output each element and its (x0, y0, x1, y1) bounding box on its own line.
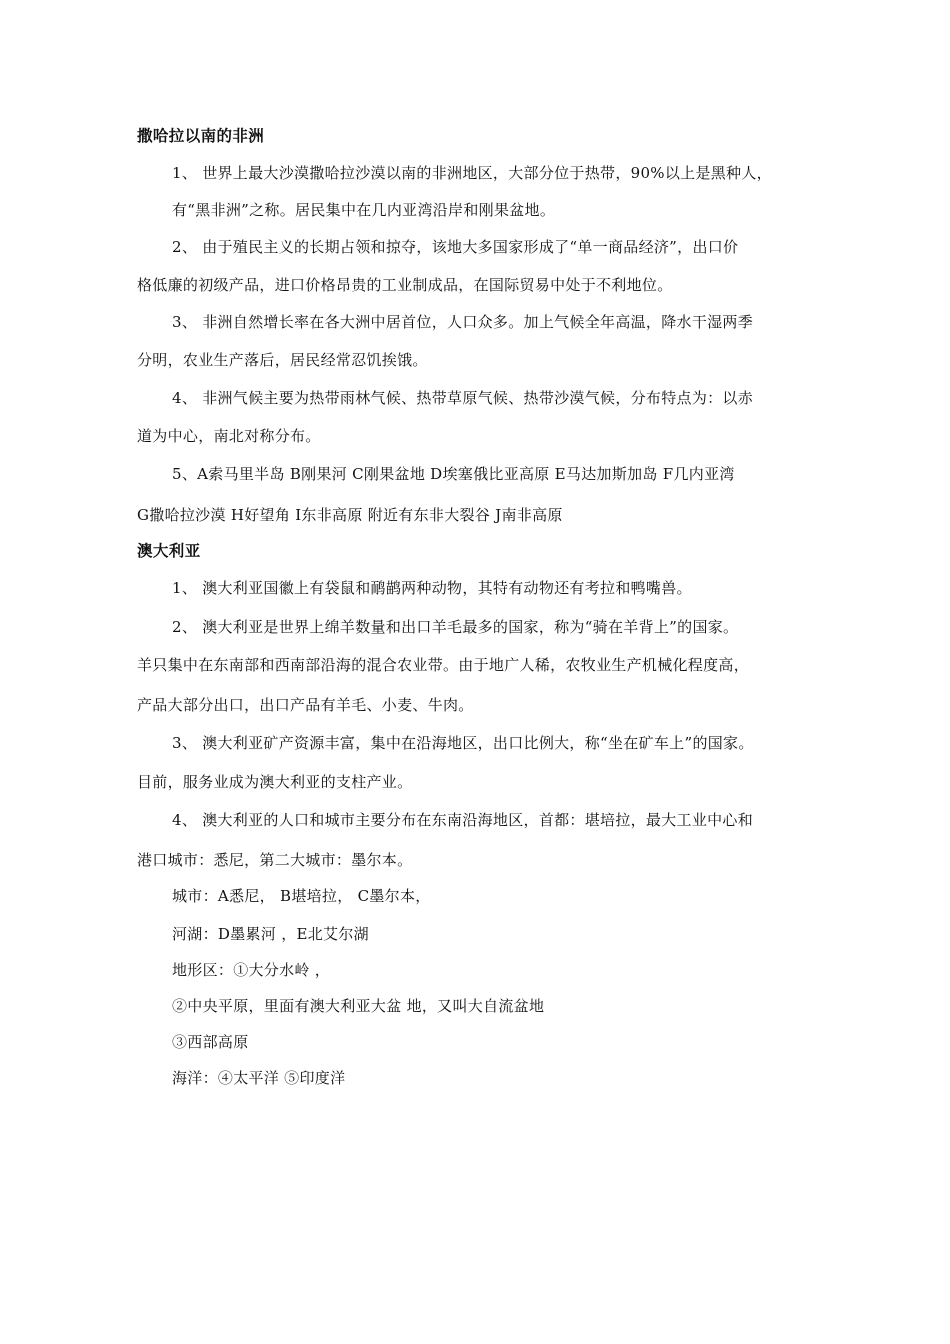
africa-line-5: 3、 非洲自然增长率在各大洲中居首位，人口众多。加上气候全年高温，降水干湿两季 (172, 313, 754, 331)
africa-line-8: 道为中心，南北对称分布。 (137, 427, 321, 445)
australia-list-landform-2: ②中央平原，里面有澳大利亚大盆 地，又叫大自流盆地 (172, 997, 545, 1015)
australia-list-landforms: 地形区：①大分水岭 ， (172, 961, 331, 979)
australia-line-7: 4、 澳大利亚的人口和城市主要分布在东南沿海地区，首都：堪培拉，最大工业中心和 (172, 811, 754, 829)
australia-line-5: 3、 澳大利亚矿产资源丰富，集中在沿海地区，出口比例大，称“坐在矿车上”的国家。 (172, 734, 754, 752)
africa-line-3: 2、 由于殖民主义的长期占领和掠夺，该地大多国家形成了“单一商品经济”，出口价 (172, 238, 739, 256)
australia-line-1: 1、 澳大利亚国徽上有袋鼠和鸸鹋两种动物，其特有动物还有考拉和鸭嘴兽。 (172, 579, 692, 597)
australia-list-landform-3: ③西部高原 (172, 1033, 249, 1051)
africa-line-4: 格低廉的初级产品，进口价格昂贵的工业制成品，在国际贸易中处于不利地位。 (137, 276, 673, 294)
africa-line-2: 有“黑非洲”之称。居民集中在几内亚湾沿岸和刚果盆地。 (172, 201, 556, 219)
australia-line-3: 羊只集中在东南部和西南部沿海的混合农业带。由于地广人稀，农牧业生产机械化程度高， (137, 656, 750, 674)
australia-line-2: 2、 澳大利亚是世界上绵羊数量和出口羊毛最多的国家，称为“骑在羊背上”的国家。 (172, 618, 739, 636)
africa-line-7: 4、 非洲气候主要为热带雨林气候、热带草原气候、热带沙漠气候，分布特点为：以赤 (172, 389, 754, 407)
australia-list-oceans: 海洋：④太平洋 ⑤印度洋 (172, 1069, 346, 1087)
australia-line-6: 目前，服务业成为澳大利亚的支柱产业。 (137, 773, 413, 791)
australia-line-8: 港口城市：悉尼，第二大城市：墨尔本。 (137, 851, 413, 869)
australia-list-rivers: 河湖：D墨累河 ，E北艾尔湖 (172, 925, 369, 943)
australia-list-cities: 城市：A悉尼， B堪培拉， C墨尔本， (172, 887, 431, 905)
australia-line-4: 产品大部分出口，出口产品有羊毛、小麦、牛肉。 (137, 696, 474, 714)
africa-line-9: 5、A索马里半岛 B刚果河 C刚果盆地 D埃塞俄比亚高原 E马达加斯加岛 F几内亚湾 (172, 465, 735, 483)
section-heading-africa: 撒哈拉以南的非洲 (137, 127, 265, 145)
section-heading-australia: 澳大利亚 (137, 542, 201, 560)
africa-line-10: G撒哈拉沙漠 H好望角 I东非高原 附近有东非大裂谷 J南非高原 (137, 506, 563, 524)
africa-line-1: 1、 世界上最大沙漠撒哈拉沙漠以南的非洲地区，大部分位于热带，90%以上是黑种人， (172, 164, 772, 182)
africa-line-6: 分明，农业生产落后，居民经常忍饥挨饿。 (137, 351, 428, 369)
